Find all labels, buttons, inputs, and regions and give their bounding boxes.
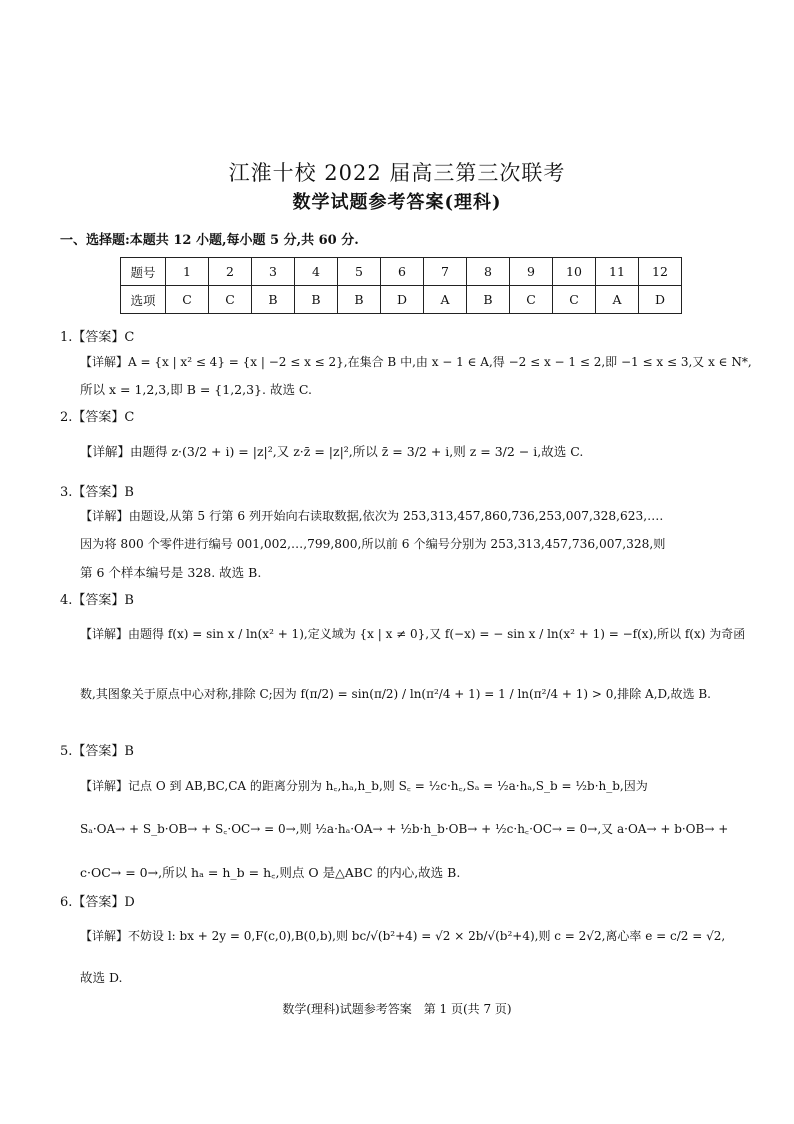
- table-header-cell: 选项: [121, 286, 166, 314]
- table-cell: B: [338, 286, 381, 314]
- table-cell: 5: [338, 258, 381, 286]
- q5-explanation-line-3: c·OC→ = 0→,所以 hₐ = h_b = h꜀,则点 O 是△ABC 的内心,故选 B.: [80, 865, 461, 880]
- q4-explanation-line-2: 数,其图象关于原点中心对称,排除 C;因为 f(π/2) = sin(π/2) / ln(π²/4 + 1) = 1 / ln(π²/4 + 1) > 0,排除 A,D,故选 B.: [80, 687, 711, 701]
- table-header-cell: 题号: [121, 258, 166, 286]
- table-cell: 2: [209, 258, 252, 286]
- page-footer: 数学(理科)试题参考答案 第 1 页(共 7 页): [282, 1002, 512, 1016]
- q1-explanation-line-1: 【详解】A = {x | x² ≤ 4} = {x | −2 ≤ x ≤ 2},在集合 B 中,由 x − 1 ∈ A,得 −2 ≤ x − 1 ≤ 2,即 −1 ≤ x ≤ 3,又 x ∈ N*,: [80, 355, 752, 369]
- q2-answer: 2.【答案】C: [60, 410, 135, 425]
- q3-explanation-line-1: 【详解】由题设,从第 5 行第 6 列开始向右读取数据,依次为 253,313,457,860,736,253,007,328,623,….: [80, 509, 664, 523]
- exam-title: 江淮十校 2022 届高三第三次联考: [228, 161, 566, 185]
- table-cell: D: [381, 286, 424, 314]
- q1-answer: 1.【答案】C: [60, 330, 135, 345]
- table-cell: 4: [295, 258, 338, 286]
- section-heading: 一、选择题:本题共 12 小题,每小题 5 分,共 60 分.: [60, 233, 359, 248]
- answer-table: [120, 257, 682, 314]
- table-cell: 7: [424, 258, 467, 286]
- table-cell: B: [252, 286, 295, 314]
- answer-key-subtitle: 数学试题参考答案(理科): [292, 192, 502, 213]
- table-cell: C: [209, 286, 252, 314]
- q6-explanation-line-1: 【详解】不妨设 l: bx + 2y = 0,F(c,0),B(0,b),则 bc/√(b²+4) = √2 × 2b/√(b²+4),则 c = 2√2,离心率 e = c/2 = √2,: [80, 929, 726, 943]
- q1-explanation-line-2: 所以 x = 1,2,3,即 B = {1,2,3}. 故选 C.: [80, 382, 313, 397]
- table-row-options: [121, 286, 682, 314]
- table-cell: D: [639, 286, 682, 314]
- table-cell: 12: [639, 258, 682, 286]
- table-row-numbers: [121, 258, 682, 286]
- table-cell: 6: [381, 258, 424, 286]
- q4-answer: 4.【答案】B: [60, 593, 134, 608]
- q5-explanation-line-2: Sₐ·OA→ + S_b·OB→ + S꜀·OC→ = 0→,则 ½a·hₐ·OA→ + ½b·h_b·OB→ + ½c·h꜀·OC→ = 0→,又 a·OA→ + b·OB→ +: [80, 822, 729, 836]
- q5-explanation-line-1: 【详解】记点 O 到 AB,BC,CA 的距离分别为 h꜀,hₐ,h_b,则 S꜀ = ½c·h꜀,Sₐ = ½a·hₐ,S_b = ½b·h_b,因为: [80, 779, 648, 793]
- table-cell: 8: [467, 258, 510, 286]
- table-cell: C: [510, 286, 553, 314]
- table-cell: B: [295, 286, 338, 314]
- q5-answer: 5.【答案】B: [60, 744, 134, 759]
- q6-explanation-line-2: 故选 D.: [80, 970, 123, 985]
- table-cell: 1: [166, 258, 209, 286]
- q4-explanation-line-1: 【详解】由题得 f(x) = sin x / ln(x² + 1),定义域为 {x | x ≠ 0},又 f(−x) = − sin x / ln(x² + 1) = −f(x),所以 f(x) 为奇函: [80, 627, 746, 641]
- table-cell: C: [166, 286, 209, 314]
- q3-answer: 3.【答案】B: [60, 485, 134, 500]
- table-cell: A: [596, 286, 639, 314]
- table-cell: 11: [596, 258, 639, 286]
- table-cell: C: [553, 286, 596, 314]
- q3-explanation-line-2: 因为将 800 个零件进行编号 001,002,…,799,800,所以前 6 个编号分别为 253,313,457,736,007,328,则: [80, 537, 666, 551]
- q2-explanation-line-1: 【详解】由题得 z·(3/2 + i) = |z|²,又 z·z̄ = |z|²,所以 z̄ = 3/2 + i,则 z = 3/2 − i,故选 C.: [80, 444, 584, 459]
- q6-answer: 6.【答案】D: [60, 895, 135, 910]
- table-cell: B: [467, 286, 510, 314]
- table-cell: 9: [510, 258, 553, 286]
- table-cell: 3: [252, 258, 295, 286]
- q3-explanation-line-3: 第 6 个样本编号是 328. 故选 B.: [80, 565, 262, 580]
- table-cell: 10: [553, 258, 596, 286]
- table-cell: A: [424, 286, 467, 314]
